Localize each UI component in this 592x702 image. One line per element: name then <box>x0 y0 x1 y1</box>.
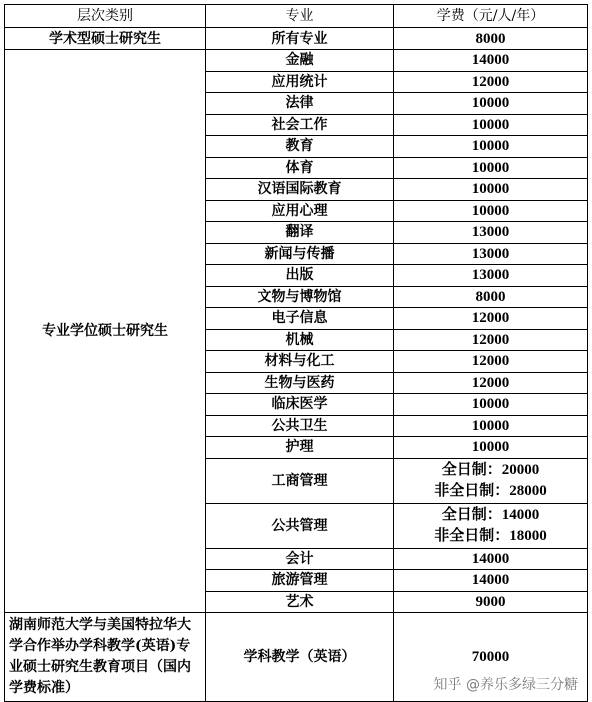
fee-cell <box>394 286 588 308</box>
fee-cell <box>394 458 588 503</box>
fee-line: 全日制：14000 <box>441 506 540 523</box>
fee-cell <box>394 200 588 222</box>
major-cell: 会计 <box>206 548 394 570</box>
fee-line: 10000 <box>471 202 510 219</box>
fee-line: 10000 <box>471 159 510 176</box>
major-cell: 护理 <box>206 437 394 459</box>
category-cell: 专业学位硕士研究生 <box>5 50 206 613</box>
fee-line: 12000 <box>471 310 510 327</box>
header-fee: 学费（元/人/年） <box>394 5 588 28</box>
fee-line: 12000 <box>471 374 510 391</box>
fee-line: 13000 <box>471 267 510 284</box>
fee-line: 14000 <box>471 550 510 567</box>
fee-cell <box>394 591 588 613</box>
fee-line: 13000 <box>471 224 510 241</box>
fee-line: 非全日制：18000 <box>434 527 547 544</box>
category-cell: 学术型硕士研究生 <box>5 28 206 50</box>
fee-line: 9000 <box>475 593 506 610</box>
major-cell: 应用心理 <box>206 200 394 222</box>
table-row <box>5 50 588 72</box>
tuition-table <box>4 4 588 702</box>
fee-line: 10000 <box>471 439 510 456</box>
fee-cell <box>394 265 588 287</box>
fee-cell: 70000 <box>394 613 588 702</box>
fee-cell <box>394 415 588 437</box>
major-cell: 公共卫生 <box>206 415 394 437</box>
fee-cell <box>394 222 588 244</box>
major-cell: 艺术 <box>206 591 394 613</box>
fee-line: 14000 <box>471 572 510 589</box>
fee-cell <box>394 503 588 548</box>
fee-cell <box>394 71 588 93</box>
major-cell: 社会工作 <box>206 114 394 136</box>
fee-cell <box>394 179 588 201</box>
fee-cell <box>394 437 588 459</box>
fee-cell <box>394 372 588 394</box>
fee-cell <box>394 93 588 115</box>
fee-line: 10000 <box>471 417 510 434</box>
header-row <box>5 5 588 28</box>
fee-cell <box>394 114 588 136</box>
fee-cell <box>394 570 588 592</box>
fee-cell <box>394 548 588 570</box>
major-cell: 新闻与传播 <box>206 243 394 265</box>
major-cell: 临床医学 <box>206 394 394 416</box>
major-cell: 体育 <box>206 157 394 179</box>
major-cell: 出版 <box>206 265 394 287</box>
fee-cell <box>394 394 588 416</box>
major-cell: 金融 <box>206 50 394 72</box>
major-cell: 应用统计 <box>206 71 394 93</box>
category-cell: 湖南师范大学与美国特拉华大学合作举办学科教学(英语)专业硕士研究生教育项目（国内学费标准） <box>5 613 206 702</box>
fee-line: 12000 <box>471 73 510 90</box>
major-cell: 工商管理 <box>206 458 394 503</box>
fee-line: 10000 <box>471 138 510 155</box>
major-cell: 机械 <box>206 329 394 351</box>
fee-line: 非全日制：28000 <box>434 482 547 499</box>
fee-line: 10000 <box>471 181 510 198</box>
major-cell: 材料与化工 <box>206 351 394 373</box>
fee-cell <box>394 243 588 265</box>
major-cell: 电子信息 <box>206 308 394 330</box>
major-cell: 教育 <box>206 136 394 158</box>
fee-cell <box>394 157 588 179</box>
major-cell: 生物与医药 <box>206 372 394 394</box>
fee-cell <box>394 329 588 351</box>
table-row <box>5 28 588 50</box>
major-cell: 汉语国际教育 <box>206 179 394 201</box>
fee-line: 13000 <box>471 245 510 262</box>
major-cell: 翻译 <box>206 222 394 244</box>
fee-cell <box>394 351 588 373</box>
fee-line: 12000 <box>471 353 510 370</box>
watermark: 知乎 @养乐多绿三分糖 <box>430 673 582 695</box>
header-category: 层次类别 <box>5 5 206 28</box>
header-major: 专业 <box>206 5 394 28</box>
major-cell: 公共管理 <box>206 503 394 548</box>
fee-cell <box>394 50 588 72</box>
fee-line: 12000 <box>471 331 510 348</box>
fee-line: 14000 <box>471 52 510 69</box>
fee-cell <box>394 136 588 158</box>
fee-line: 10000 <box>471 95 510 112</box>
major-cell: 文物与博物馆 <box>206 286 394 308</box>
fee-cell: 8000 <box>394 28 588 50</box>
major-cell: 所有专业 <box>206 28 394 50</box>
major-cell: 旅游管理 <box>206 570 394 592</box>
fee-line: 10000 <box>471 396 510 413</box>
major-cell: 学科教学（英语） <box>206 613 394 702</box>
fee-cell <box>394 308 588 330</box>
fee-line: 10000 <box>471 116 510 133</box>
fee-line: 8000 <box>475 288 506 305</box>
fee-line: 全日制：20000 <box>441 461 540 478</box>
major-cell: 法律 <box>206 93 394 115</box>
